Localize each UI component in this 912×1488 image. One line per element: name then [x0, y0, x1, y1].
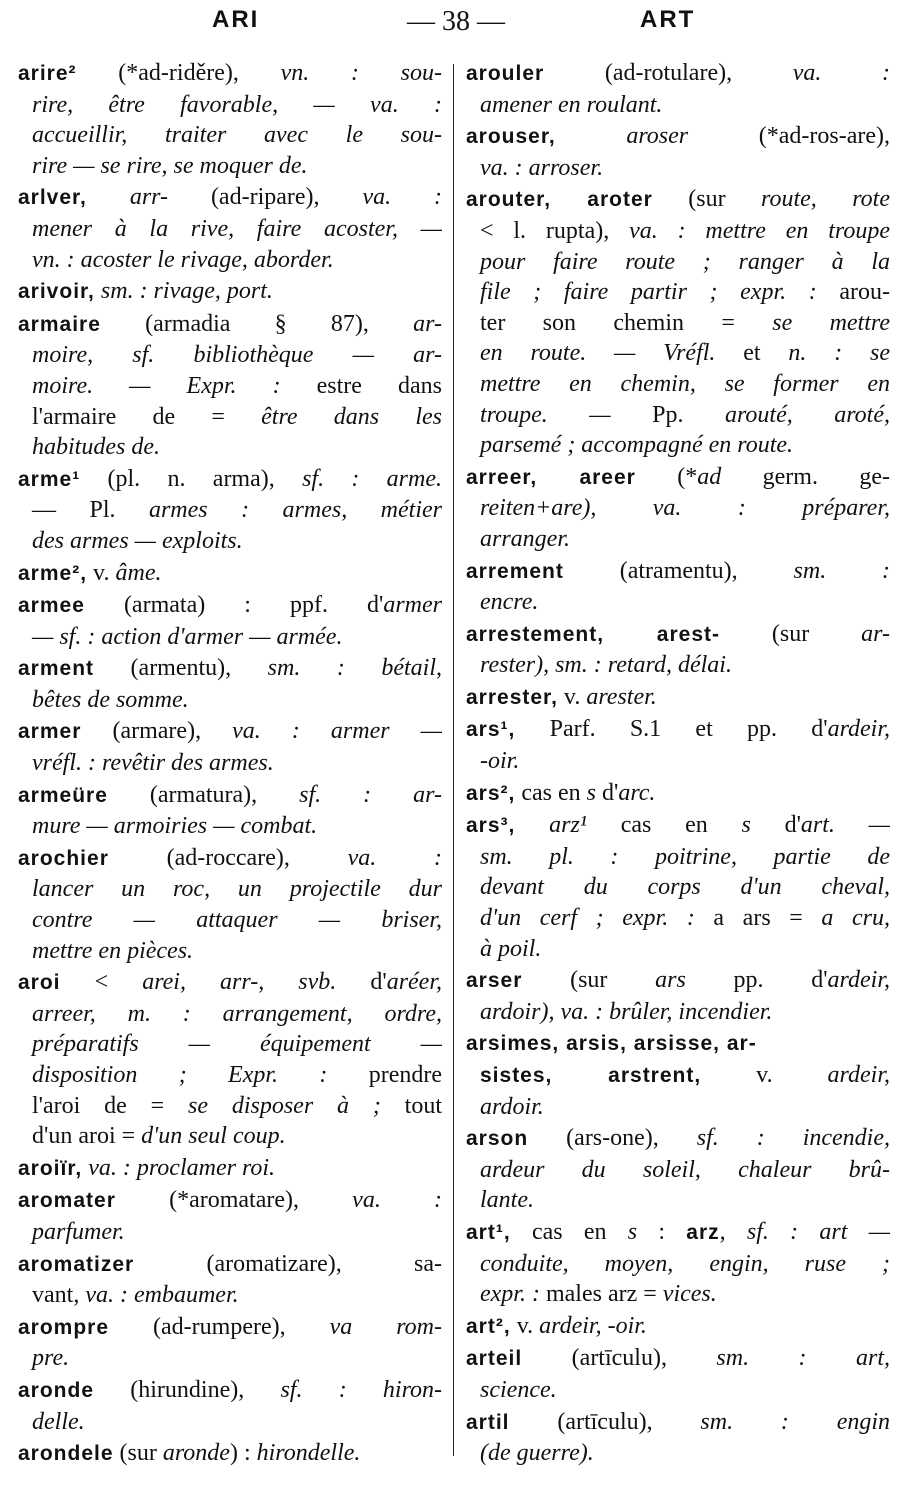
headword: artil: [466, 1410, 510, 1434]
column-divider: [453, 64, 454, 1456]
dictionary-entry: [466, 1407, 890, 1469]
entry-first-line: [466, 1028, 890, 1060]
dictionary-entry: [18, 309, 442, 463]
entry-first-line: art², v. ardeir, -oir.: [466, 1312, 647, 1339]
left-guide-word: ARI: [212, 6, 260, 33]
entry-continuation-line: (de guerre).: [480, 1440, 594, 1467]
headword: arsimes, arsis, arsisse, ar-: [466, 1032, 757, 1056]
entry-continuation-line: sm. pl. : poitrine, partie de: [480, 843, 890, 870]
entry-continuation-line: mure — armoiries — combat.: [32, 813, 318, 840]
entry-continuation-line: d'un aroi = d'un seul coup.: [32, 1123, 286, 1150]
dictionary-entry: [18, 58, 442, 181]
entry-continuation-line: l'armaire de = être dans les: [32, 403, 442, 430]
dictionary-entry: [18, 590, 442, 652]
entry-first-line: arser (sur ars pp. d'ardeir,: [466, 967, 890, 994]
headword: arouser,: [466, 125, 556, 149]
headword: art²,: [466, 1314, 511, 1338]
entry-continuation-line: sistes, arstrent, v. ardeir,: [480, 1062, 890, 1088]
entry-continuation-line: lancer un roc, un projectile dur: [32, 876, 442, 903]
entry-continuation-line: ardoir), va. : brûler, incendier.: [480, 998, 773, 1025]
entry-first-line: armaire (armadia § 87), ar-: [18, 310, 442, 337]
entry-continuation-line: des armes — exploits.: [32, 527, 243, 554]
entry-continuation-line: mener à la rive, faire acoster, —: [32, 215, 442, 242]
entry-continuation-line: en route. — Vréfl. et n. : se: [480, 340, 890, 367]
headword: arme²,: [18, 561, 88, 585]
entry-first-line: arouter, aroter (sur route, rote: [466, 186, 890, 213]
headword: armer: [18, 720, 82, 744]
dictionary-entry: [466, 965, 890, 1027]
entry-first-line: art¹, cas en s : arz, sf. : art —: [466, 1218, 890, 1245]
entry-continuation-line: vréfl. : revêtir des armes.: [32, 750, 274, 777]
entry-first-line: arochier (ad-roccare), va. :: [18, 844, 442, 871]
entry-continuation-line: — Pl. armes : armes, métier: [32, 497, 442, 524]
entry-continuation-line: expr. : males arz = vices.: [480, 1281, 717, 1308]
entry-first-line: arompre (ad-rumpere), va rom-: [18, 1313, 442, 1340]
entry-first-line: aronde (hirundine), sf. : hiron-: [18, 1376, 442, 1403]
entry-continuation-line: troupe. — Pp. arouté, aroté,: [480, 401, 890, 428]
dictionary-entry: [466, 121, 890, 183]
entry-first-line: arondele (sur aronde) : hirondelle.: [18, 1440, 361, 1467]
entry-first-line: arteil (artīculu), sm. : art,: [466, 1345, 890, 1372]
headword: aromater: [18, 1189, 116, 1213]
dictionary-entry: [466, 619, 890, 681]
entry-continuation-line: pre.: [32, 1345, 70, 1372]
entry-first-line: arreer, areer (*ad germ. ge-: [466, 463, 890, 490]
dictionary-entry: [18, 464, 442, 557]
entry-first-line: arrestement, arest- (sur ar-: [466, 620, 890, 647]
entry-first-line: arouser, aroser (*ad-ros-are),: [466, 123, 890, 150]
entry-continuation-line: d'un cerf ; expr. : a ars = a cru,: [480, 905, 890, 932]
entry-continuation-line: parsemé ; accompagné en route.: [480, 432, 794, 459]
headword: arteil: [466, 1347, 523, 1371]
dictionary-entry: [466, 1123, 890, 1216]
entry-continuation-line: science.: [480, 1376, 557, 1403]
entry-first-line: arson (ars-one), sf. : incendie,: [466, 1125, 890, 1152]
dictionary-entry: [18, 1249, 442, 1311]
headword: aroiïr,: [18, 1156, 83, 1180]
entry-continuation-line: accueillir, traiter avec le sou-: [32, 122, 442, 149]
entry-first-line: aroiïr, va. : proclamer roi.: [18, 1154, 276, 1181]
entry-continuation-line: bêtes de somme.: [32, 686, 189, 713]
entry-first-line: aroi < arei, arr-, svb. d'aréer,: [18, 969, 442, 996]
entry-continuation-line: va. : arroser.: [480, 154, 604, 181]
entry-continuation-line: amener en roulant.: [480, 91, 663, 118]
entry-continuation-line: ter son chemin = se mettre: [480, 309, 890, 336]
entry-first-line: aromater (*aromatare), va. :: [18, 1187, 442, 1214]
dictionary-entry: [18, 780, 442, 842]
dictionary-entry: [466, 556, 890, 618]
headword: arondele: [18, 1442, 114, 1466]
entry-first-line: arrester, v. arester.: [466, 683, 657, 710]
right-column: [466, 58, 890, 1470]
dictionary-entry: [18, 967, 442, 1152]
entry-continuation-line: l'aroi de = se disposer à ; tout: [32, 1092, 442, 1119]
headword: arouler: [466, 62, 545, 85]
dictionary-entry: [466, 1343, 890, 1405]
dictionary-entry: [466, 462, 890, 555]
entry-first-line: armer (armare), va. : armer —: [18, 718, 442, 745]
dictionary-entry: [466, 184, 890, 460]
entry-continuation-line: moire, sf. bibliothèque — ar-: [32, 342, 442, 369]
entry-continuation-line: arranger.: [480, 525, 571, 552]
page-header: [0, 6, 912, 42]
dictionary-entry: [18, 558, 442, 590]
dictionary-entry: [18, 182, 442, 275]
headword: arser: [466, 969, 523, 993]
entry-continuation-line: pour faire route ; ranger à la: [480, 248, 890, 275]
entry-continuation-line: encre.: [480, 589, 539, 616]
entry-continuation-line: à poil.: [480, 935, 542, 962]
headword: arrestement, arest-: [466, 622, 720, 646]
entry-first-line: arouler (ad-rotulare), va. :: [466, 60, 890, 86]
entry-continuation-line: devant du corps d'un cheval,: [480, 874, 890, 901]
entry-continuation-line: ardoir.: [480, 1093, 544, 1120]
headword: armaire: [18, 312, 101, 336]
dictionary-entry: [18, 1438, 442, 1470]
entry-continuation-line: parfumer.: [32, 1218, 125, 1245]
entry-first-line: arme¹ (pl. n. arma), sf. : arme.: [18, 465, 442, 492]
entry-continuation-line: delle.: [32, 1408, 85, 1435]
entry-first-line: armeüre (armatura), sf. : ar-: [18, 781, 442, 808]
dictionary-entry: [18, 276, 442, 308]
entry-first-line: armee (armata) : ppf. d'armer: [18, 592, 442, 619]
dictionary-entry: [466, 682, 890, 714]
headword: arreer, areer: [466, 465, 636, 489]
headword: ars¹,: [466, 718, 516, 742]
page-number: — 38 —: [407, 6, 505, 37]
dictionary-entry: [18, 653, 442, 715]
dictionary-entry: [18, 1312, 442, 1374]
entry-continuation-line: rire — se rire, se moquer de.: [32, 152, 308, 179]
left-column: [18, 58, 442, 1471]
entry-first-line: arlver, arr- (ad-ripare), va. :: [18, 184, 442, 211]
entry-first-line: aromatizer (aromatizare), sa-: [18, 1250, 442, 1277]
entry-continuation-line: reiten+are), va. : préparer,: [480, 495, 890, 522]
headword: aronde: [18, 1378, 95, 1402]
dictionary-entry: [18, 716, 442, 778]
entry-continuation-line: contre — attaquer — briser,: [32, 907, 442, 934]
dictionary-entry: [18, 843, 442, 966]
entry-first-line: ars³, arz¹ cas en s d'art. —: [466, 812, 890, 839]
headword: arochier: [18, 846, 109, 870]
entry-continuation-line: vn. : acoster le rivage, aborder.: [32, 246, 334, 273]
dictionary-entry: [466, 58, 890, 120]
headword: arompre: [18, 1315, 110, 1339]
dictionary-entry: [466, 1217, 890, 1310]
entry-first-line: arivoir, sm. : rivage, port.: [18, 278, 273, 305]
dictionary-entry: [466, 778, 890, 810]
entry-continuation-line: mettre en chemin, se former en: [480, 370, 890, 397]
entry-continuation-line: conduite, moyen, engin, ruse ;: [480, 1250, 890, 1277]
entry-continuation-line: — sf. : action d'armer — armée.: [32, 623, 343, 650]
headword: arrester,: [466, 685, 558, 709]
entry-continuation-line: arreer, m. : arrangement, ordre,: [32, 1000, 442, 1027]
entry-first-line: arrement (atramentu), sm. :: [466, 557, 890, 584]
dictionary-entry: [18, 1185, 442, 1247]
headword: aroi: [18, 971, 61, 995]
entry-continuation-line: file ; faire partir ; expr. : arou-: [480, 279, 890, 306]
entry-first-line: arire² (*ad-riděre), vn. : sou-: [18, 60, 442, 86]
dictionary-entry: [466, 1028, 890, 1122]
entry-continuation-line: -oir.: [480, 748, 520, 775]
dictionary-entry: [466, 1311, 890, 1343]
headword: arment: [18, 657, 95, 681]
entry-first-line: arment (armentu), sm. : bétail,: [18, 655, 442, 682]
entry-continuation-line: rire, être favorable, — va. :: [32, 91, 442, 118]
entry-first-line: ars¹, Parf. S.1 et pp. d'ardeir,: [466, 716, 890, 743]
entry-continuation-line: < l. rupta), va. : mettre en troupe: [480, 217, 890, 244]
headword: arson: [466, 1127, 529, 1151]
headword: ars²,: [466, 781, 516, 805]
headword: arire²: [18, 62, 77, 85]
headword: arme¹: [18, 467, 81, 491]
entry-continuation-line: rester), sm. : retard, délai.: [480, 652, 732, 679]
headword: arrement: [466, 559, 564, 583]
headword: aromatizer: [18, 1252, 135, 1276]
entry-continuation-line: mettre en pièces.: [32, 937, 194, 964]
dictionary-entry: [466, 714, 890, 776]
entry-first-line: arme², v. âme.: [18, 559, 162, 586]
entry-continuation-line: ardeur du soleil, chaleur brû-: [480, 1156, 890, 1183]
entry-continuation-line: préparatifs — équipement —: [32, 1031, 442, 1058]
dictionary-entry: [18, 1153, 442, 1185]
headword: ars³,: [466, 814, 516, 838]
headword: art¹,: [466, 1220, 511, 1244]
entry-first-line: artil (artīculu), sm. : engin: [466, 1408, 890, 1435]
headword: arlver,: [18, 186, 87, 210]
dictionary-entry: [466, 810, 890, 964]
entry-continuation-line: habitudes de.: [32, 434, 160, 461]
dictionary-entry: [18, 1375, 442, 1437]
headword: armeüre: [18, 783, 108, 807]
entry-continuation-line: moire. — Expr. : estre dans: [32, 372, 442, 399]
entry-first-line: ars², cas en s d'arc.: [466, 779, 656, 806]
headword: arivoir,: [18, 280, 95, 304]
headword: armee: [18, 594, 85, 618]
entry-continuation-line: disposition ; Expr. : prendre: [32, 1062, 442, 1088]
right-guide-word: ART: [640, 6, 696, 33]
headword: arouter, aroter: [466, 188, 653, 212]
entry-continuation-line: lante.: [480, 1187, 534, 1214]
entry-continuation-line: vant, va. : embaumer.: [32, 1282, 239, 1309]
